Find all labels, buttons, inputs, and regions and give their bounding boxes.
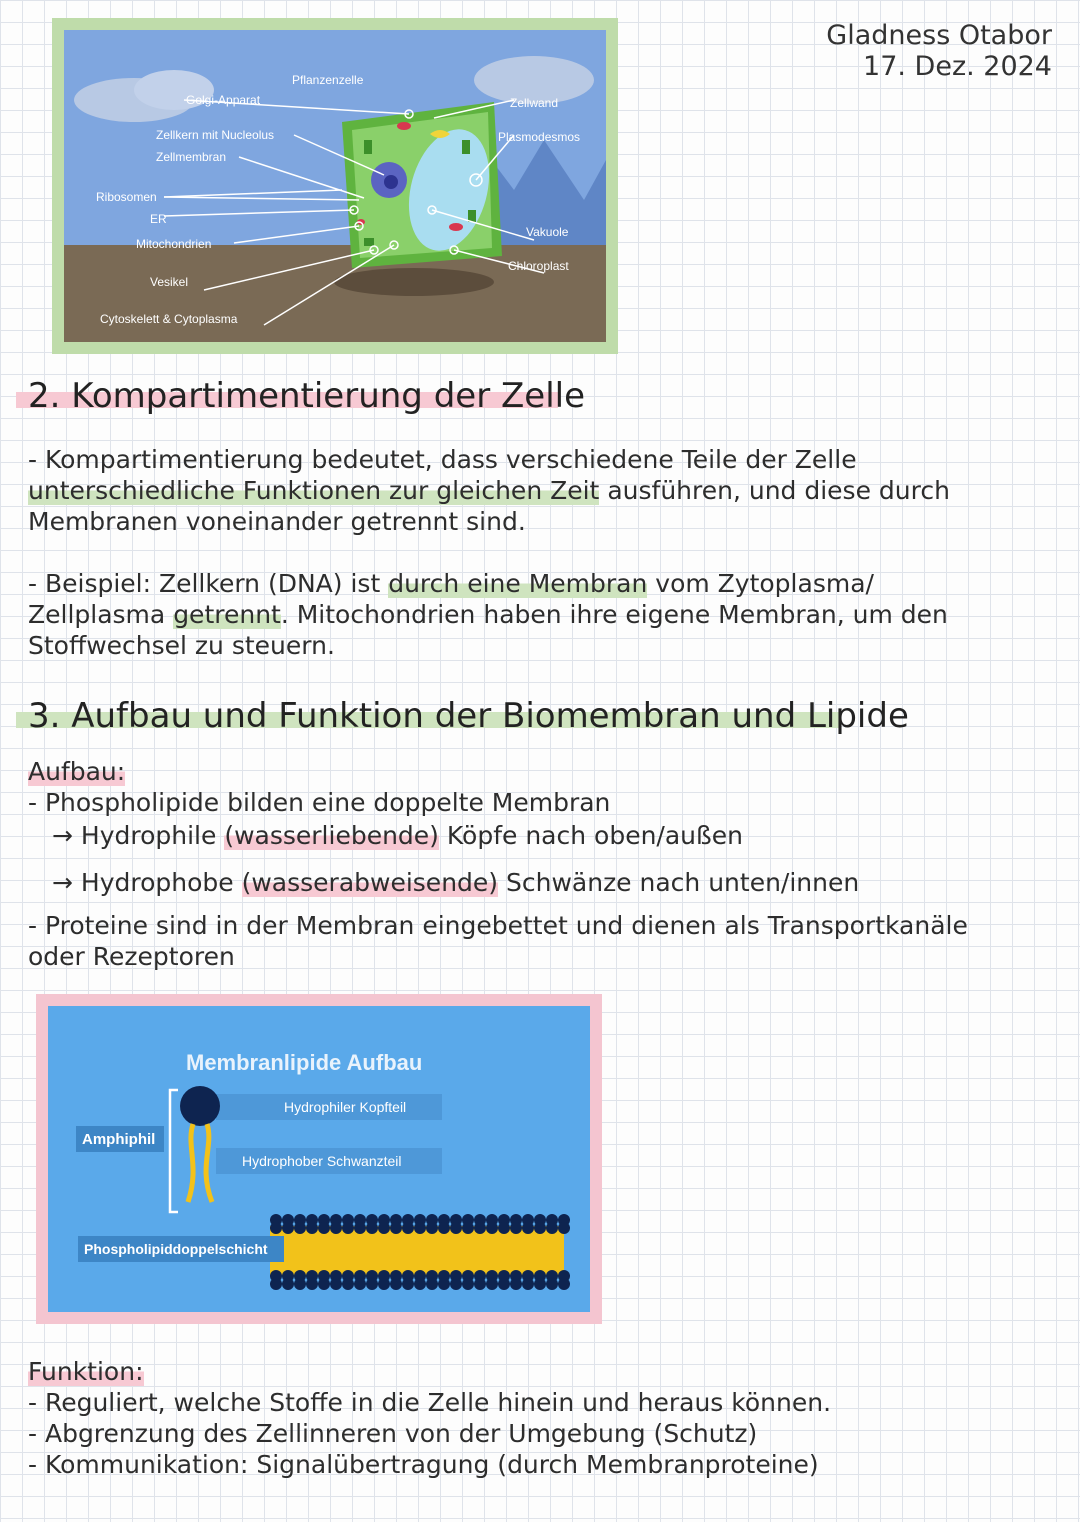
label-mitochondria: Mitochondrien	[136, 237, 212, 251]
text-line: oder Rezeptoren	[28, 942, 235, 971]
bilayer-head	[294, 1222, 306, 1234]
text-line: Stoffwechsel zu steuern.	[28, 631, 335, 660]
bilayer-head	[402, 1222, 414, 1234]
text-fragment: Zellplasma	[28, 600, 174, 629]
bilayer-head	[546, 1222, 558, 1234]
text-line: - Proteine sind in der Membran eingebettet und dienen als Transportkanäle	[28, 911, 968, 940]
text-line: Membranen voneinander getrennt sind.	[28, 507, 526, 536]
nucleolus-shape	[384, 175, 398, 189]
text-line: - Phospholipide bilden eine doppelte Membran	[28, 788, 611, 817]
author-name: Gladness Otabor	[826, 20, 1052, 51]
bilayer-head	[342, 1222, 354, 1234]
bilayer-head	[522, 1222, 534, 1234]
bilayer-head	[294, 1278, 306, 1290]
highlighted-text: getrennt	[173, 600, 281, 629]
bilayer-head	[318, 1278, 330, 1290]
bilayer-head	[270, 1278, 282, 1290]
highlighted-text: unterschiedliche Funktionen zur gleichen Zeit	[28, 476, 600, 505]
funktion-block	[28, 1356, 1068, 1480]
bilayer-head	[354, 1222, 366, 1234]
text-line	[28, 867, 1068, 898]
bilayer-head	[330, 1222, 342, 1234]
bilayer-head	[450, 1222, 462, 1234]
text-line	[28, 599, 1068, 630]
text-fragment: - Beispiel: Zellkern (DNA) ist	[28, 569, 389, 598]
label-cytoskeleton: Cytoskelett & Cytoplasma	[100, 312, 238, 326]
amphiphil-label: Amphiphil	[82, 1131, 156, 1148]
mitochondrion-2	[449, 223, 463, 231]
bilayer-head	[390, 1278, 402, 1290]
bilayer-head	[486, 1278, 498, 1290]
text-fragment: ausführen, und diese durch	[599, 476, 950, 505]
text-line: - Reguliert, welche Stoffe in die Zelle hinein und heraus können.	[28, 1388, 832, 1417]
section-2-paragraph-2	[28, 568, 1068, 661]
bilayer-head	[378, 1222, 390, 1234]
bilayer-head	[534, 1222, 546, 1234]
bilayer-head	[462, 1278, 474, 1290]
mitochondrion-1	[397, 122, 411, 130]
bilayer-label: Phospholipiddoppelschicht	[84, 1241, 268, 1257]
label-chloroplast: Chloroplast	[508, 259, 569, 273]
funktion-label-text: Funktion:	[28, 1357, 144, 1386]
bilayer-head	[306, 1222, 318, 1234]
lipid-head	[180, 1086, 220, 1126]
bilayer-head	[390, 1222, 402, 1234]
text-line: - Abgrenzung des Zellinneren von der Umgebung (Schutz)	[28, 1419, 758, 1448]
label-vesicles: Vesikel	[150, 275, 189, 289]
bilayer-head	[426, 1278, 438, 1290]
funktion-label	[28, 1356, 1068, 1387]
bilayer-head	[534, 1278, 546, 1290]
bilayer-head	[558, 1278, 570, 1290]
bilayer-head	[498, 1222, 510, 1234]
cell-title: Pflanzenzelle	[292, 73, 364, 87]
text-line	[28, 568, 1068, 599]
bilayer-head	[486, 1222, 498, 1234]
bilayer-head	[474, 1278, 486, 1290]
plant-cell-diagram	[52, 18, 618, 354]
text-fragment: → Hydrophile	[52, 821, 225, 850]
bilayer-head	[414, 1222, 426, 1234]
text-fragment: Köpfe nach oben/außen	[438, 821, 743, 850]
membrane-lipid-diagram	[36, 994, 602, 1324]
tail-label: Hydrophober Schwanzteil	[242, 1153, 402, 1169]
label-membrane: Zellmembran	[156, 150, 227, 164]
text-fragment: . Mitochondrien haben ihre eigene Membran, um den	[280, 600, 948, 629]
bilayer-head	[414, 1278, 426, 1290]
section-2-title: 2. Kompartimentierung der Zelle	[28, 376, 585, 416]
text-line	[28, 820, 1068, 851]
bilayer-head	[318, 1222, 330, 1234]
text-fragment: → Hydrophobe	[52, 868, 242, 897]
bilayer-head	[282, 1222, 294, 1234]
chloroplast-3	[364, 238, 374, 246]
label-er: ER	[150, 212, 167, 226]
chloroplast-1	[364, 140, 372, 154]
text-fragment: vom Zytoplasma/	[647, 569, 874, 598]
bilayer-head	[270, 1222, 282, 1234]
bilayer-head	[330, 1278, 342, 1290]
highlighted-text: (wasserabweisende)	[241, 868, 499, 897]
label-plasmodesmata: Plasmodesmos	[498, 130, 581, 144]
label-vacuole: Vakuole	[526, 225, 569, 239]
cell-shadow	[334, 268, 494, 296]
bilayer-head	[378, 1278, 390, 1290]
bilayer-head	[546, 1278, 558, 1290]
date: 17. Dez. 2024	[863, 51, 1052, 82]
bilayer-head	[510, 1278, 522, 1290]
label-golgi: Golgi-Apparat	[186, 93, 261, 107]
author-block	[826, 20, 1052, 82]
section-2-paragraph-1	[28, 444, 1068, 537]
membrane-lipid-illustration	[48, 1006, 590, 1312]
bilayer-head	[306, 1278, 318, 1290]
bilayer-head	[366, 1278, 378, 1290]
highlighted-text: durch eine Membran	[388, 569, 648, 598]
bilayer-head	[282, 1278, 294, 1290]
bilayer-head	[498, 1278, 510, 1290]
bilayer-head	[354, 1278, 366, 1290]
bilayer-head	[462, 1222, 474, 1234]
label-ribosomes: Ribosomen	[96, 190, 157, 204]
lipid-title: Membranlipide Aufbau	[186, 1050, 423, 1075]
chloroplast-2	[462, 140, 470, 154]
bilayer-head	[438, 1222, 450, 1234]
bilayer-head	[366, 1222, 378, 1234]
bilayer-head	[342, 1278, 354, 1290]
aufbau-label-text: Aufbau:	[28, 757, 126, 786]
text-line: - Kommunikation: Signalübertragung (durch Membranproteine)	[28, 1450, 819, 1479]
text-fragment: Schwänze nach unten/innen	[498, 868, 860, 897]
plant-cell-illustration	[64, 30, 606, 342]
aufbau-label	[28, 756, 1068, 787]
text-line	[28, 475, 1068, 506]
head-label: Hydrophiler Kopfteil	[284, 1099, 407, 1115]
aufbau-block	[28, 756, 1068, 972]
bilayer-head	[474, 1222, 486, 1234]
label-cellwall: Zellwand	[510, 96, 559, 110]
label-nucleus: Zellkern mit Nucleolus	[156, 128, 275, 142]
section-3-title: 3. Aufbau und Funktion der Biomembran und Lipide	[28, 696, 909, 736]
bilayer-head	[426, 1222, 438, 1234]
text-line: - Kompartimentierung bedeutet, dass verschiedene Teile der Zelle	[28, 445, 857, 474]
bilayer-head	[558, 1222, 570, 1234]
highlighted-text: (wasserliebende)	[224, 821, 439, 850]
bilayer-head	[450, 1278, 462, 1290]
bilayer-head	[402, 1278, 414, 1290]
bilayer-head	[522, 1278, 534, 1290]
bilayer-head	[438, 1278, 450, 1290]
bilayer-head	[510, 1222, 522, 1234]
